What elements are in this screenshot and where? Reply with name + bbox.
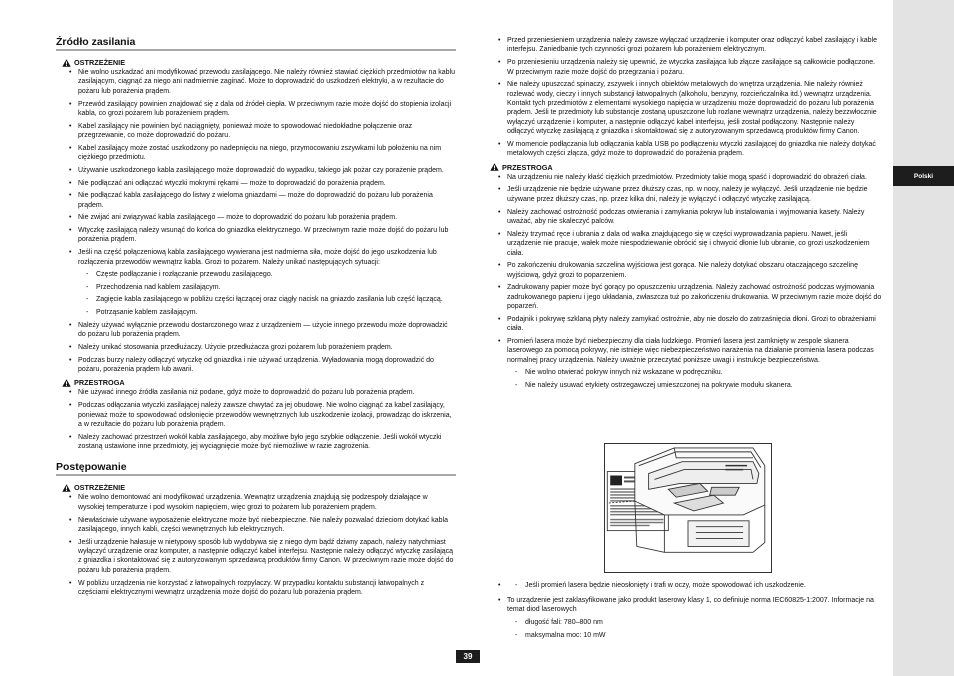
sub-item: - długość fali: 780–800 nm: [515, 618, 882, 627]
list-item: • Jeśli urządzenie nie będzie używane przez dłuższy czas, np. w nocy, należy je wyłączyć. Jeśli urządzenie nie będzie używane przez dłuższy czas, np. przez kilka dni, należy je wyłączyć i odłączyć wtyczkę zasilającą.: [498, 185, 882, 204]
side-strip: [893, 0, 954, 676]
warning-header: [62, 58, 456, 67]
printer-illustration: [604, 443, 772, 573]
caution-label: PRZESTROGA: [74, 378, 125, 388]
list-item: [498, 596, 882, 640]
right-column-bottom: [494, 596, 882, 643]
list-item: • Nie wolno demontować ani modyfikować urządzenia. Wewnątrz urządzenia znajdują się podzespoły działające w wysokiej temperaturze i pod wysokim napięciem, więc grozi to pożarem lub porażeniem prądem.: [69, 493, 456, 512]
list-item: [498, 581, 882, 590]
caution-header: [62, 378, 456, 387]
sub-item: - Zagięcie kabla zasilającego w pobliżu części łączącej oraz ciągły nacisk na gniazdo zasilania lub część łączącą.: [86, 295, 456, 304]
caution-header: [490, 163, 882, 172]
section-title-handling: Postępowanie: [56, 461, 456, 476]
list-item: • Należy zachować przestrzeń wokół kabla zasilającego, aby możliwe było jego szybkie odłączenie. Jeśli wokół wtyczki zostaną ustawione inne przedmioty, jej wyciągnięcie może być niemożliwe w razie zagrożenia.: [69, 433, 456, 452]
sub-list: [515, 581, 882, 590]
list-item: • Kabel zasilający może zostać uszkodzony po nadepnięciu na niego, przymocowaniu zszywkami lub położeniu na nim ciężkiego przedmiotu.: [69, 144, 456, 163]
list-item: [69, 248, 456, 317]
list-item: • Nie należy upuszczać spinaczy, zszywek i innych obiektów metalowych do wnętrza urządzenia. Nie należy również rozlewać wody, cieczy i innych substancji łatwopalnych (alkoholu, benzyny, rozcieńczalnika itd.) wewnątrz urządzenia. Kontakt tych przedmiotów z elementami wysokiego napięcia w urządzeniu może doprowadzić do pożaru lub porażenia prądem. Jeśli te przedmioty lub substancje zostaną upuszczone lub rozlane wewnątrz urządzenia, należy bezzwłocznie wyłączyć urządzenie i komputer, a następnie odłączyć kabel interfejsu, jeśli został podłączony. Następnie należy odłączyć wtyczkę zasilającą z gniazdka i skontaktować się z autoryzowanym sprzedawcą produktów firmy Canon.: [498, 80, 882, 136]
sub-list: [515, 368, 882, 390]
list-item: • Podczas burzy należy odłączyć wtyczkę od gniazdka i nie używać urządzenia. Wyładowania mogą doprowadzić do pożaru, porażenia prądem lub awarii.: [69, 356, 456, 375]
section-title-power: Źródło zasilania: [56, 36, 456, 51]
laser-list: [498, 581, 882, 590]
list-item: • Przed przeniesieniem urządzenia należy zawsze wyłączać urządzenie i komputer oraz odłączyć kabel zasilający i kable interfejsu. Zaniedbanie tych czynności grozi pożarem lub porażeniem elektrycznym.: [498, 36, 882, 55]
list-item: • Nie podłączać ani odłączać wtyczki mokrymi rękami — może to doprowadzić do porażenia prądem.: [69, 179, 456, 188]
list-item: • Przewód zasilający powinien znajdować się z dala od źródeł ciepła. W przeciwnym razie może dojść do stopienia izolacji kabla, co grozi pożarem lub porażeniem prądem.: [69, 100, 456, 119]
warning-list: [69, 68, 456, 374]
list-item: • Nie podłączać kabla zasilającego do listwy z wieloma gniazdami — może do doprowadzić do pożaru lub porażenia prądem.: [69, 191, 456, 210]
sub-item: - Nie wolno otwierać pokryw innych niż wskazane w podręczniku.: [515, 368, 882, 377]
list-item: • Na urządzeniu nie należy kłaść ciężkich przedmiotów. Przedmioty takie mogą spaść i doprowadzić do obrażeń ciała.: [498, 173, 882, 182]
caution-list: [69, 388, 456, 451]
sub-item: - Przechodzenia nad kablem zasilającym.: [86, 283, 456, 292]
list-item: • Nie wolno uszkadzać ani modyfikować przewodu zasilającego. Nie należy również stawiać ciężkich przedmiotów na kablu zasilającym, ciągnąć za niego ani nadmiernie zaginać. Może to doprowadzić do uszkodzeń elektryki, a w rezultacie do pożaru lub porażenia prądem.: [69, 68, 456, 96]
sub-list: [515, 618, 882, 640]
list-item: • Należy używać wyłącznie przewodu dostarczonego wraz z urządzeniem — użycie innego przewodu może doprowadzić do pożaru lub porażenia prądem.: [69, 321, 456, 340]
sub-item: - maksymalna moc: 10 mW: [515, 631, 882, 640]
list-item: • Należy trzymać ręce i ubrania z dala od wałka znajdującego się w części wyprowadzania papieru. Nawet, jeśli urządzenie nie pracuje, wałek może niespodziewanie obrócić się i chwycić dłonie lub ubranie, co grozi uszkodzeniem ciała.: [498, 230, 882, 258]
sub-item: - Nie należy usuwać etykiety ostrzegawczej umieszczonej na pokrywie modułu skanera.: [515, 381, 882, 390]
list-item: • W momencie podłączania lub odłączania kabla USB po podłączeniu wtyczki zasilającej do gniazdka nie należy dotykać metalowych części złącza, gdyż może to doprowadzić do porażenia prądem.: [498, 140, 882, 159]
warning-label: OSTRZEŻENIE: [74, 58, 126, 67]
list-item: • Nie zwijać ani związywać kabla zasilającego — może to doprowadzić do pożaru lub porażenia prądem.: [69, 213, 456, 222]
list-item: • Używanie uszkodzonego kabla zasilającego może doprowadzić do wypadku, takiego jak pożar czy porażenie prądem.: [69, 166, 456, 175]
list-item: • Należy zachować ostrożność podczas otwierania i zamykania pokryw lub instalowania i wyjmowania kasety. Należy uważać, aby nie skaleczyć palców.: [498, 208, 882, 227]
warning-header: [62, 483, 456, 492]
list-item: • Podajnik i pokrywę szklaną płyty należy zamykać ostrożnie, aby nie doszło do zatrzaśnięcia dłoni. Grozi to obrażeniami ciała.: [498, 315, 882, 334]
list-item: • Nie używać innego źródła zasilania niż podane, gdyż może to doprowadzić do pożaru lub porażenia prądem.: [69, 388, 456, 397]
warning-triangle-icon: [490, 163, 499, 171]
list-item: • Podczas odłączania wtyczki zasilającej należy zawsze chwytać za jej obudowę. Nie wolno ciągnąć za kabel zasilający, ponieważ może to spowodować odsłonięcie przewodów wewnętrznych lub uszkodzenie izolacji, prowadząc do iskrzenia, a w rezultacie do pożaru lub porażenia prądem.: [69, 401, 456, 429]
list-item-text: To urządzenie jest zaklasyfikowane jako produkt laserowy klasy 1, co definiuje norma IEC60825-1:2007. Informacje na temat diod laserowych: [507, 597, 874, 614]
warning-triangle-icon: [62, 59, 71, 67]
warning-triangle-icon: [62, 484, 71, 492]
warning-label: OSTRZEŻENIE: [74, 483, 126, 493]
handling-list: [498, 36, 882, 159]
list-item: • Po przeniesieniu urządzenia należy się upewnić, że wtyczka zasilająca lub złącze zasilające są całkowicie podłączone. W przeciwnym razie może dojść do przegrzania i pożaru.: [498, 58, 882, 77]
page-number: 39: [456, 650, 480, 663]
sub-item: - • Jeśli promień lasera będzie nieosłonięty i trafi w oczy, może spowodować ich uszkodzenie.: [515, 581, 882, 590]
left-column: [56, 36, 456, 601]
warning-triangle-icon: [62, 379, 71, 387]
sub-list: [86, 270, 456, 318]
list-item: • W pobliżu urządzenia nie korzystać z łatwopalnych rozpylaczy. W przypadku kontaktu substancji łatwopalnych z częściami elektrycznymi wewnątrz urządzenia może dojść do pożaru lub porażenia prądem.: [69, 579, 456, 598]
caution-list: [498, 173, 882, 391]
list-item: [498, 337, 882, 390]
list-item-text: Jeśli na część połączeniową kabla zasilającego wywierana jest nadmierna siła, może dojść do jego uszkodzenia lub rozłączenia przewodów wewnątrz kabla. Grozi to pożarem. Należy unikać następujących sytuacji:: [78, 249, 437, 266]
class-list: [498, 596, 882, 640]
list-item: • Po zakończeniu drukowania szczelina wyjściowa jest gorąca. Nie należy dotykać obszaru otaczającego szczelinę wyjściową, gdyż grozi to poparzeniem.: [498, 261, 882, 280]
warning-list: [69, 493, 456, 597]
sub-item: - Częste podłączanie i rozłączanie przewodu zasilającego.: [86, 270, 456, 279]
language-tab[interactable]: Polski: [893, 166, 954, 186]
printer-drawing: [605, 444, 771, 572]
list-item: • Kabel zasilający nie powinien być naciągnięty, ponieważ może to spowodować niedokładne połączenie oraz przegrzewanie, co może doprowadzić do pożaru.: [69, 122, 456, 141]
list-item: • Jeśli urządzenie hałasuje w nietypowy sposób lub wydobywa się z niego dym bądź dziwny zapach, należy natychmiast wyłączyć urządzenie oraz komputer, a następnie odłączyć kabel interfejsu. Następnie należy odłączyć wtyczkę zasilającą z gniazdka i skontaktować się z autoryzowanym sprzedawcą produktów firmy Canon. W przeciwnym razie może dojść do pożaru lub porażenia prądem.: [69, 538, 456, 576]
sub-item: - Potrząsanie kablem zasilającym.: [86, 308, 456, 317]
caution-label: PRZESTROGA: [502, 162, 553, 172]
right-column-lower: [494, 581, 882, 594]
right-column: [494, 36, 882, 394]
list-item: • Wtyczkę zasilającą należy wsunąć do końca do gniazdka elektrycznego. W przeciwnym razie może dojść do pożaru lub porażenia prądem.: [69, 226, 456, 245]
list-item: • Niewłaściwie używane wyposażenie elektryczne może być niebezpieczne. Nie należy pozwalać dzieciom dotykać kabla zasilającego, innych kabli, części wewnętrznych lub elektrycznych.: [69, 516, 456, 535]
list-item-text: Promień lasera może być niebezpieczny dla ciała ludzkiego. Promień lasera jest zamknięty w zespole skanera laserowego za pomocą pokrywy, nie istnieje więc niebezpieczeństwo narażenia na działanie promienia lasera podczas normalnej pracy urządzenia. Należy uważnie przeczytać poniższe uwagi i instrukcje bezpieczeństwa.: [507, 337, 874, 364]
list-item: • Zadrukowany papier może być gorący po opuszczeniu urządzenia. Należy zachować ostrożność podczas wyjmowania zadrukowanego papieru i jego układania, zwłaszcza tuż po zakończeniu drukowania. W przeciwnym razie może dojść do poparzeń.: [498, 283, 882, 311]
list-item: • Należy unikać stosowania przedłużaczy. Użycie przedłużacza grozi pożarem lub porażeniem prądem.: [69, 343, 456, 352]
